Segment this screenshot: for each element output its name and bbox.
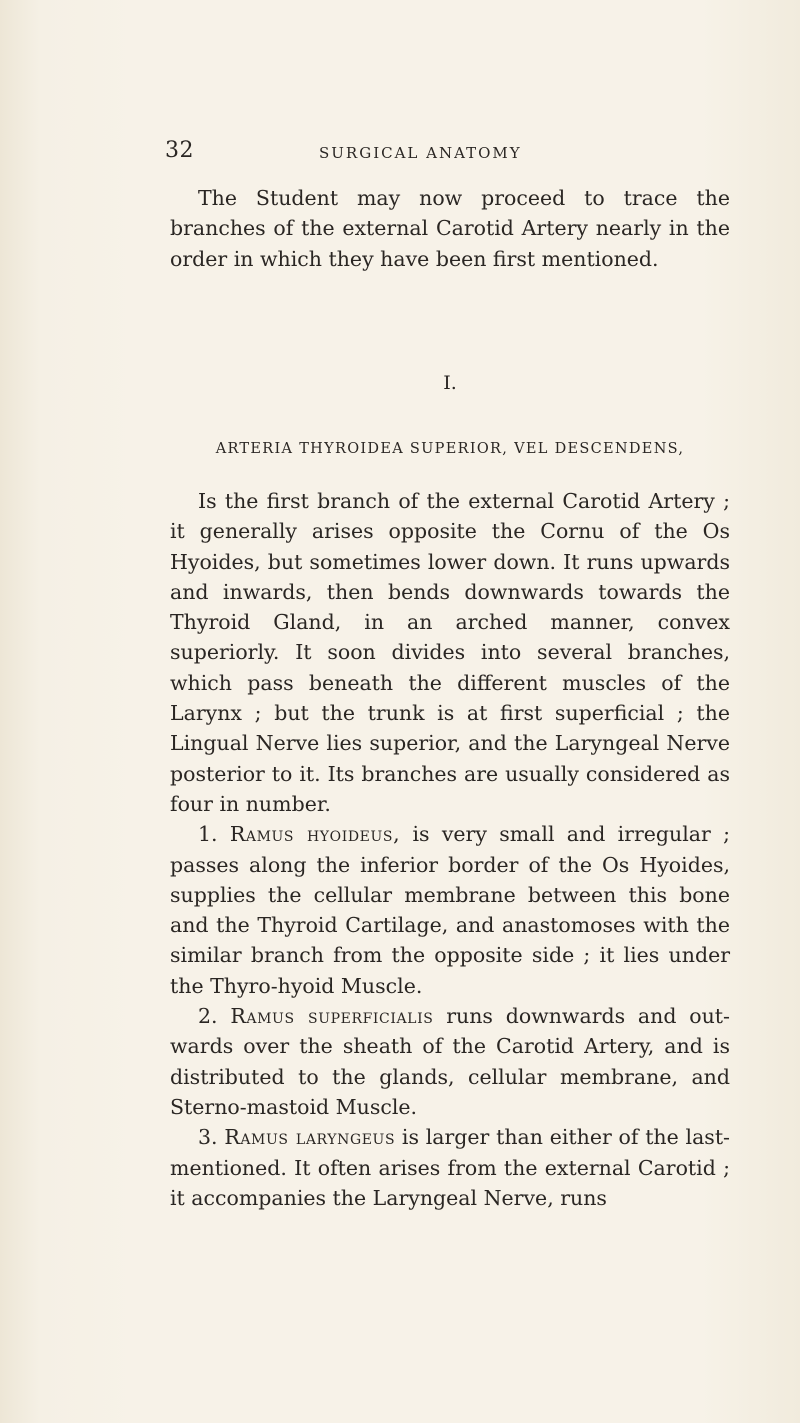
branch-number: 2.: [198, 1004, 218, 1029]
branch-item: [170, 1122, 730, 1213]
intro-block: [170, 183, 730, 274]
branch-description: is larger than either of the last-mentioned. It often arises from the external Carotid ; it accompanies the Laryngeal Nerve, runs: [170, 1125, 730, 1210]
intro-paragraph: The Student may now proceed to trace the branches of the external Carotid Artery nearly in the order in which they have been first mentioned.: [170, 186, 730, 271]
section-paragraph: Is the first branch of the external Carotid Artery ; it generally arises opposite the Cornu of the Os Hyoides, but sometimes lower down. It runs upwards and inwards, then bends downwards towards the Thyroid Gland, in an arched manner, convex superiorly. It soon divides into several branches, which pass beneath the different muscles of the Larynx ; but the trunk is at first superficial ; the Lingual Nerve lies superior, and the Laryngeal Nerve posterior to it. Its branches are usually considered as four in number.: [170, 489, 730, 816]
branch-name: Ramus superficialis: [230, 1004, 434, 1029]
branch-name: Ramus hyoideus,: [229, 822, 401, 847]
branch-item: [170, 1001, 730, 1122]
branch-number: 1.: [198, 822, 218, 847]
page-header: [165, 138, 725, 168]
running-head: SURGICAL ANATOMY: [319, 144, 522, 162]
section-body: [170, 486, 730, 1213]
section-numeral: I.: [443, 372, 457, 394]
branch-description: runs downwards and outwards over the sheath of the Carotid Artery, and is distributed to the glands, cellular membrane, and Sterno-mastoid Muscle.: [170, 1004, 730, 1119]
branch-number: 3.: [198, 1125, 218, 1150]
page-number: 32: [165, 138, 194, 163]
branch-item: [170, 819, 730, 1001]
branch-description: is very small and irregular ; passes along the inferior border of the Os Hyoides, supplies the cellular membrane between this bone and the Thyroid Cartilage, and anastomoses with the similar branch from the opposite side ; it lies under the Thyro-hyoid Muscle.: [170, 822, 730, 998]
section-title: ARTERIA THYROIDEA SUPERIOR, VEL DESCENDENS,: [215, 441, 685, 457]
branch-name: Ramus laryngeus: [224, 1125, 396, 1150]
